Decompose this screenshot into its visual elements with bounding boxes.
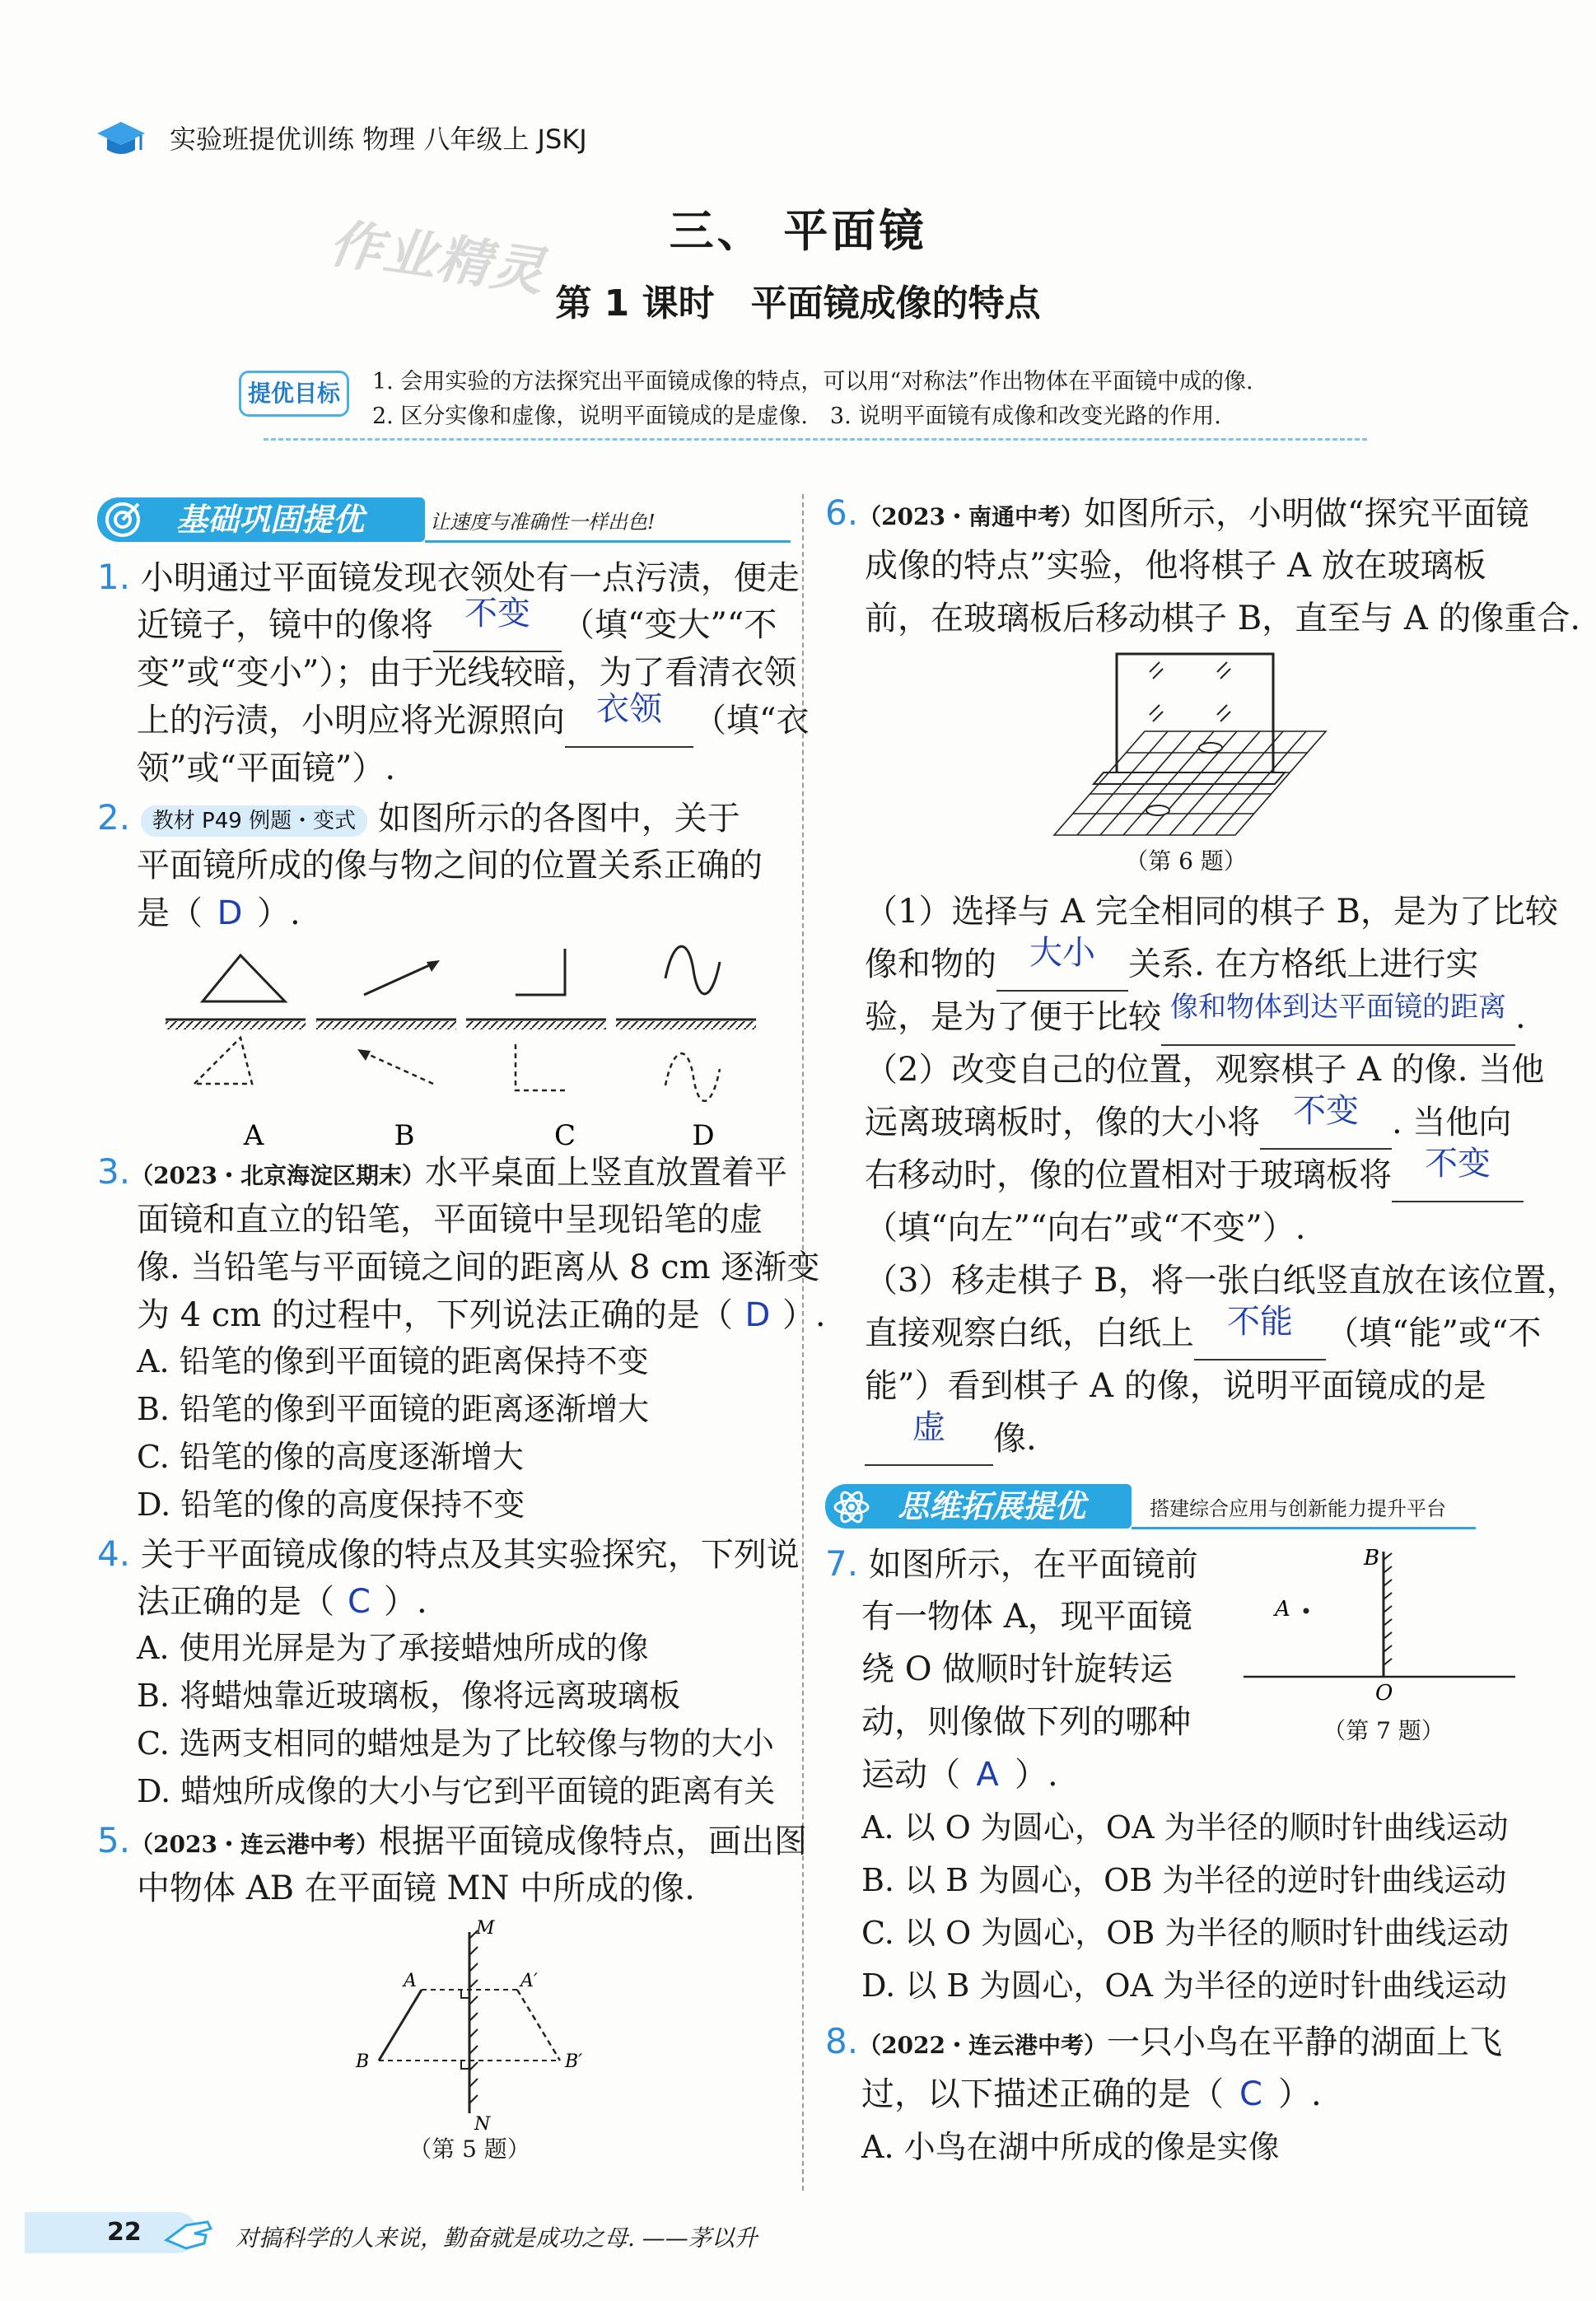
header — [91, 115, 667, 165]
q6-part2-line: 右移动时，像的位置相对于玻璃板将 — [865, 1156, 1392, 1194]
q6-part1-line: （1）选择与 A 完全相同的棋子 B，是为了比较 — [865, 893, 1558, 931]
q6-part2-line: 远离玻璃板时，像的大小将 — [865, 1104, 1260, 1141]
q6-part1-line: 验，是为了便于比较 — [865, 998, 1161, 1036]
q6-part2-line: （2）改变自己的位置，观察棋子 A 的像. 当他 — [865, 1051, 1545, 1089]
q7-line: 如图所示，在平面镜前 — [868, 1546, 1198, 1584]
q7-label-o: O — [1375, 1681, 1393, 1705]
page-number: 22 — [107, 2218, 142, 2247]
q1-line: 领”或“平面镜”）. — [137, 749, 396, 787]
q6-part2-line: （填“向左”“向右”或“不变”）. — [865, 1209, 1306, 1247]
q2-answer: D — [217, 894, 243, 932]
q5-number: 5. — [97, 1820, 131, 1860]
q6-blank-1[interactable]: 大小 — [996, 939, 1128, 992]
q7-option-d[interactable]: D. 以 B 为圆心，OA 为半径的逆时针曲线运动 — [861, 1967, 1508, 2004]
q6-part3-line: （填“能”或“不 — [1326, 1314, 1542, 1352]
q6-line: 成像的特点”实验，他将棋子 A 放在玻璃板 — [865, 547, 1486, 585]
goals-underline — [264, 438, 1367, 441]
q8-line: 过，以下描述正确的是（ — [861, 2075, 1224, 2113]
q7-line: 绕 O 做顺时针旋转运 — [861, 1650, 1174, 1688]
q4-line: 关于平面镜成像的特点及其实验探究，下列说 — [140, 1536, 800, 1574]
q4-option-a[interactable]: A. 使用光屏是为了承接蜡烛所成的像 — [137, 1630, 649, 1666]
q2-line: 是（ — [137, 894, 203, 932]
q6-line: 前，在玻璃板后移动棋子 B，直至与 A 的像重合. — [865, 600, 1581, 637]
q1-blank-1[interactable]: 不变 — [433, 600, 562, 652]
q2-figure-a — [166, 955, 306, 1084]
q8-answer: C — [1239, 2075, 1262, 2113]
q3-line: 面镜和直立的铅笔，平面镜中呈现铅笔的虚 — [137, 1201, 763, 1239]
q3-option-c[interactable]: C. 铅笔的像的高度逐渐增大 — [137, 1439, 524, 1475]
q7-figure — [1235, 1540, 1524, 1705]
goals-box — [239, 359, 1375, 441]
goals-line-1: 1. 会用实验的方法探究出平面镜成像的特点，可以用“对称法”作出物体在平面镜中成的像. — [372, 369, 1253, 394]
atom-icon — [832, 1487, 871, 1527]
q3-answer: D — [744, 1296, 771, 1334]
q4-option-c[interactable]: C. 选两支相同的蜡烛是为了比较像与物的大小 — [137, 1725, 774, 1762]
q7-line: ）. — [1015, 1756, 1058, 1794]
q1-line: （填“衣 — [693, 702, 810, 740]
q1-line: 上的污渍，小明应将光源照向 — [137, 702, 565, 740]
q3-option-a[interactable]: A. 铅笔的像到平面镜的距离保持不变 — [137, 1343, 649, 1379]
q6-part3-line: 像. — [993, 1420, 1037, 1458]
q1-number: 1. — [97, 557, 131, 597]
q7-caption: （第 7 题） — [1323, 1717, 1444, 1744]
q8-option-a[interactable]: A. 小鸟在湖中所成的像是实像 — [861, 2129, 1280, 2165]
graduation-cap-icon — [96, 119, 147, 160]
q5-label-b-prime: B′ — [565, 2051, 583, 2072]
q7-number: 7. — [825, 1543, 859, 1584]
section-band-advanced — [825, 1479, 1476, 1533]
q6-line: 如图所示，小明做“探究平面镜 — [1084, 495, 1529, 533]
section-band-basic — [97, 492, 791, 547]
q5-label-a-prime: A′ — [520, 1971, 538, 1991]
q8-line: 一只小鸟在平静的湖面上飞 — [1107, 2023, 1503, 2061]
q7-line: 有一物体 A，现平面镜 — [861, 1598, 1192, 1636]
q3-number: 3. — [97, 1151, 131, 1192]
q3-line: 像. 当铅笔与平面镜之间的距离从 8 cm 逐渐变 — [137, 1249, 820, 1286]
q7-line: 运动（ — [861, 1756, 960, 1794]
q2-figure-d — [616, 946, 756, 1101]
q6-part3-line: 直接观察白纸，白纸上 — [865, 1314, 1194, 1352]
q3-line: 水平桌面上竖直放置着平 — [425, 1154, 788, 1192]
q3-option-b[interactable]: B. 铅笔的像到平面镜的距离逐渐增大 — [137, 1391, 650, 1427]
q2-line: ）. — [257, 894, 301, 932]
q6-source: （2023・南通中考） — [858, 503, 1085, 530]
q2-figure — [161, 937, 771, 1151]
chapter-title: 三、 平面镜 — [669, 205, 927, 257]
watermark: 作业精灵 — [325, 212, 550, 304]
q4-option-b[interactable]: B. 将蜡烛靠近玻璃板，像将远离玻璃板 — [137, 1678, 681, 1714]
q5-source: （2023・连云港中考） — [130, 1831, 380, 1858]
q4-number: 4. — [97, 1533, 131, 1574]
q7-label-a: A — [1275, 1597, 1290, 1622]
q6-part1-line: . — [1515, 998, 1526, 1036]
q2-label-a: A — [243, 1119, 264, 1151]
q6-blank-4[interactable]: 不变 — [1392, 1150, 1524, 1202]
section-slogan-basic: 让速度与准确性一样出色! — [430, 511, 656, 534]
goals-line-2: 2. 区分实像和虚像，说明平面镜成的是虚像. 3. 说明平面镜有成像和改变光路的作用. — [372, 404, 1221, 429]
q1-line: 近镜子，镜中的像将 — [137, 606, 433, 644]
q6-blank-6[interactable]: 虚 — [865, 1413, 993, 1466]
q3-line: 为 4 cm 的过程中，下列说法正确的是（ — [137, 1296, 733, 1334]
footer — [0, 2204, 1596, 2270]
q2-number: 2. — [97, 797, 131, 838]
column-divider — [802, 494, 804, 2191]
q4-option-d[interactable]: D. 蜡烛所成像的大小与它到平面镜的距离有关 — [137, 1773, 776, 1809]
q5-figure — [338, 1919, 601, 2141]
q5-line: 根据平面镜成像特点，画出图 — [379, 1823, 808, 1860]
q1-line: （填“变大”“不 — [562, 606, 777, 644]
q8-number: 8. — [825, 2021, 859, 2061]
section-title-basic: 基础巩固提优 — [176, 502, 365, 538]
target-icon — [104, 501, 142, 539]
q3-source: （2023・北京海淀区期末） — [130, 1162, 426, 1189]
q7-option-a[interactable]: A. 以 O 为圆心，OA 为半径的顺时针曲线运动 — [861, 1809, 1509, 1846]
book-title: 实验班提优训练 物理 八年级上 JSKJ — [170, 124, 587, 155]
q2-tag: 教材 P49 例题・变式 — [141, 805, 367, 837]
hand-icon — [161, 2207, 219, 2257]
q4-line: 法正确的是（ — [137, 1583, 334, 1621]
q6-part1-line: 像和物的 — [865, 945, 996, 983]
q2-label-c: C — [553, 1119, 576, 1151]
q2-label-b: B — [394, 1119, 415, 1151]
q2-figure-c — [466, 949, 606, 1090]
q4-line: ）. — [384, 1583, 427, 1621]
q5-label-n: N — [474, 2114, 491, 2135]
q6-part3-line: 能”）看到棋子 A 的像，说明平面镜成的是 — [865, 1367, 1486, 1405]
q1-blank-2[interactable]: 衣领 — [565, 695, 693, 748]
q5-label-m: M — [476, 1919, 495, 1939]
q5-label-b: B — [356, 2051, 370, 2072]
q6-figure — [1046, 649, 1334, 847]
q6-blank-5[interactable]: 不能 — [1194, 1308, 1326, 1361]
q7-answer: A — [976, 1756, 999, 1794]
q7-option-b[interactable]: B. 以 B 为圆心，OB 为半径的逆时针曲线运动 — [861, 1862, 1507, 1898]
q6-part3-line: （3）移走棋子 B，将一张白纸竖直放在该位置， — [865, 1262, 1580, 1300]
q7-label-b: B — [1364, 1546, 1380, 1571]
q5-caption: （第 5 题） — [408, 2135, 530, 2163]
section-title-advanced: 思维拓展提优 — [898, 1488, 1086, 1524]
footer-quote: 对搞科学的人来说，勤奋就是成功之母. ——茅以升 — [236, 2224, 758, 2252]
q4-answer: C — [348, 1583, 371, 1621]
q6-number: 6. — [825, 492, 859, 533]
q6-blank-2[interactable]: 像和物体到达平面镜的距离 — [1161, 993, 1515, 1046]
goals-label: 提优目标 — [239, 371, 349, 417]
q8-source: （2022・连云港中考） — [858, 2032, 1108, 2059]
q6-part2-line: . 当他向 — [1392, 1104, 1512, 1141]
q6-caption: （第 6 题） — [1125, 847, 1247, 875]
q2-line: 如图所示的各图中，关于 — [377, 800, 740, 838]
q1-line: 小明通过平面镜发现衣领处有一点污渍，便走 — [140, 559, 800, 597]
q2-label-d: D — [692, 1119, 715, 1151]
q7-option-c[interactable]: C. 以 O 为圆心，OB 为半径的顺时针曲线运动 — [861, 1915, 1510, 1951]
q5-label-a: A — [404, 1971, 417, 1991]
q5-line: 中物体 AB 在平面镜 MN 中所成的像. — [137, 1869, 695, 1907]
q7-line: 动，则像做下列的哪种 — [861, 1703, 1191, 1741]
q3-option-d[interactable]: D. 铅笔的像的高度保持不变 — [137, 1487, 525, 1523]
section-slogan-advanced: 搭建综合应用与创新能力提升平台 — [1150, 1497, 1446, 1520]
q6-part1-line: 关系. 在方格纸上进行实 — [1128, 945, 1479, 983]
q1-line: 变”或“变小”）；由于光线较暗，为了看清衣领 — [137, 654, 797, 692]
q8-line: ）. — [1278, 2075, 1322, 2113]
q2-figure-b — [316, 960, 456, 1084]
q2-line: 平面镜所成的像与物之间的位置关系正确的 — [137, 847, 763, 884]
q6-blank-3[interactable]: 不变 — [1260, 1097, 1392, 1150]
lesson-title: 第 1 课时 平面镜成像的特点 — [555, 282, 1041, 324]
q3-line: ）. — [782, 1296, 826, 1334]
